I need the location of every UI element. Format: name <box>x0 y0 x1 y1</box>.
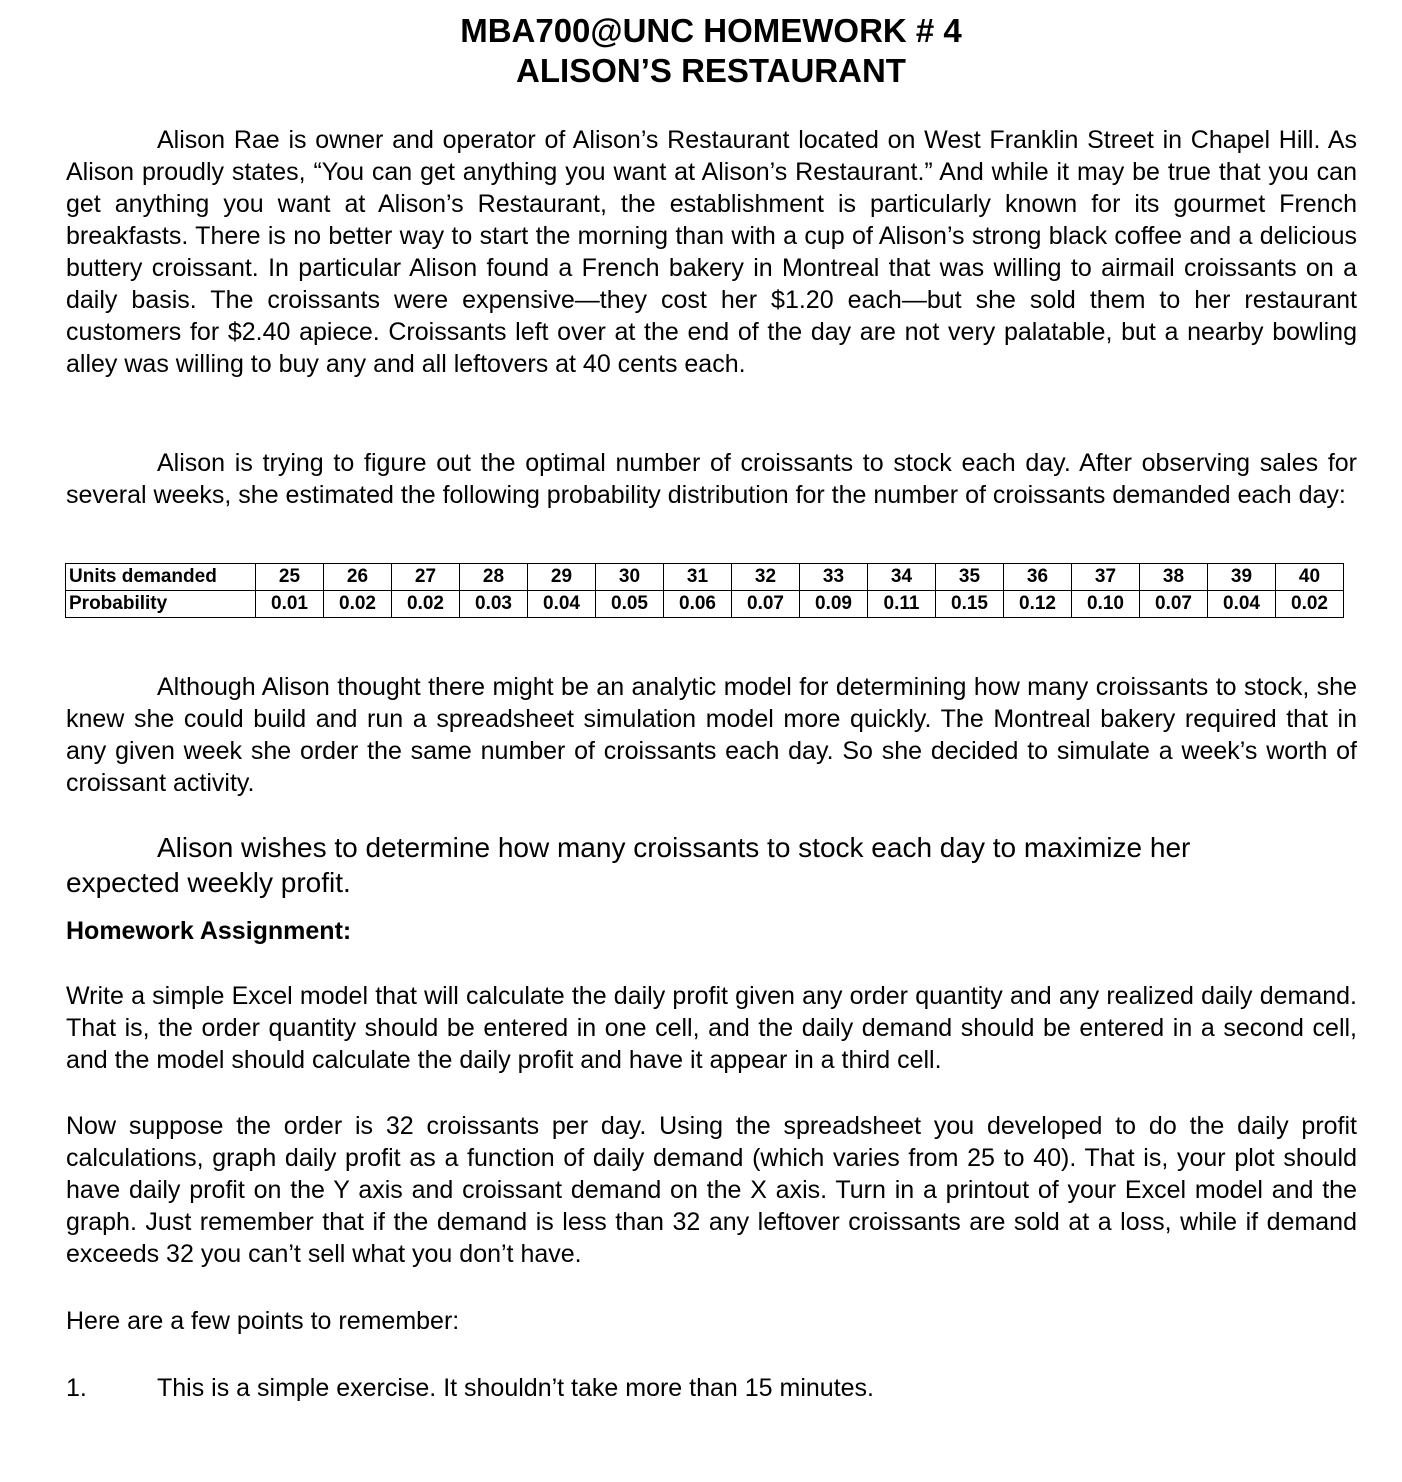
table-cell: 34 <box>868 564 936 591</box>
table-cell: 26 <box>324 564 392 591</box>
list-item-number: 1. <box>66 1374 87 1402</box>
table-cell: 27 <box>392 564 460 591</box>
table-cell: 0.12 <box>1004 591 1072 618</box>
table-cell: 30 <box>596 564 664 591</box>
table-cell: 38 <box>1140 564 1208 591</box>
paragraph-points-intro: Here are a few points to remember: <box>66 1307 460 1335</box>
table-row-label: Units demanded <box>66 564 256 591</box>
table-cell: 0.05 <box>596 591 664 618</box>
document-title: MBA700@UNC HOMEWORK # 4 <box>460 12 962 49</box>
table-cell: 0.04 <box>528 591 596 618</box>
table-cell: 0.11 <box>868 591 936 618</box>
paragraph-intro: Alison Rae is owner and operator of Alison’s Restaurant located on West Franklin Street in Chapel Hill. As Alison proudly states, “You can get anything you want at Alison’s Restaurant.” And while it may be true that you can get anything you want at Alison’s Restaurant, the establishment is particularly known for its gourmet French breakfasts. There is no better way to start the morning than with a cup of Alison’s strong black coffee and a delicious buttery croissant. In particular Alison found a French bakery in Montreal that was willing to airmail croissants on a daily basis. The croissants were expensive—they cost her $1.20 each—but she sold them to her restaurant customers for $2.40 apiece. Croissants left over at the end of the day are not very palatable, but a nearby bowling alley was willing to buy any and all leftovers at 40 cents each. <box>66 126 1357 378</box>
table-row-label: Probability <box>66 591 256 618</box>
table-cell: 0.07 <box>1140 591 1208 618</box>
paragraph-graph-task: Now suppose the order is 32 croissants per day. Using the spreadsheet you developed to do the daily profit calculations, graph daily profit as a function of daily demand (which varies from 25 to 40). That is, your plot should have daily profit on the Y axis and croissant demand on the X axis. Turn in a printout of your Excel model and the graph. Just remember that if the demand is less than 32 any leftover croissants are sold at a loss, while if demand exceeds 32 you can’t sell what you don’t have. <box>66 1112 1357 1268</box>
table-cell: 0.02 <box>324 591 392 618</box>
table-cell: 25 <box>256 564 324 591</box>
paragraph-simulation: Although Alison thought there might be an analytic model for determining how many croissants to stock, she knew she could build and run a spreadsheet simulation model more quickly. The Montreal bakery required that in any given week she order the same number of croissants each day. So she decided to simulate a week’s worth of croissant activity. <box>66 673 1357 797</box>
table-row-units <box>66 564 1344 591</box>
table-row-probability <box>66 591 1344 618</box>
probability-table <box>65 563 1344 618</box>
table-cell: 0.02 <box>1276 591 1344 618</box>
table-cell: 0.10 <box>1072 591 1140 618</box>
table-cell: 40 <box>1276 564 1344 591</box>
table-cell: 0.04 <box>1208 591 1276 618</box>
table-cell: 0.07 <box>732 591 800 618</box>
table-cell: 28 <box>460 564 528 591</box>
table-cell: 39 <box>1208 564 1276 591</box>
table-cell: 0.15 <box>936 591 1004 618</box>
document-subtitle: ALISON’S RESTAURANT <box>516 52 906 89</box>
paragraph-problem: Alison is trying to figure out the optimal number of croissants to stock each day. After observing sales for several weeks, she estimated the following probability distribution for the number of croissants demanded each day: <box>66 449 1357 509</box>
table-cell: 0.03 <box>460 591 528 618</box>
table-cell: 31 <box>664 564 732 591</box>
paragraph-assignment-task: Write a simple Excel model that will calculate the daily profit given any order quantity and any realized daily demand. That is, the order quantity should be entered in one cell, and the daily demand should be entered in a second cell, and the model should calculate the daily profit and have it appear in a third cell. <box>66 982 1357 1074</box>
table-cell: 29 <box>528 564 596 591</box>
table-cell: 0.02 <box>392 591 460 618</box>
table-cell: 37 <box>1072 564 1140 591</box>
table-cell: 32 <box>732 564 800 591</box>
table-cell: 33 <box>800 564 868 591</box>
table-cell: 0.06 <box>664 591 732 618</box>
paragraph-objective: Alison wishes to determine how many croissants to stock each day to maximize her expected weekly profit. <box>66 832 1191 898</box>
table-cell: 0.09 <box>800 591 868 618</box>
list-item-text: This is a simple exercise. It shouldn’t take more than 15 minutes. <box>157 1374 874 1402</box>
table-cell: 36 <box>1004 564 1072 591</box>
table-cell: 35 <box>936 564 1004 591</box>
assignment-heading: Homework Assignment: <box>66 917 352 945</box>
table-cell: 0.01 <box>256 591 324 618</box>
